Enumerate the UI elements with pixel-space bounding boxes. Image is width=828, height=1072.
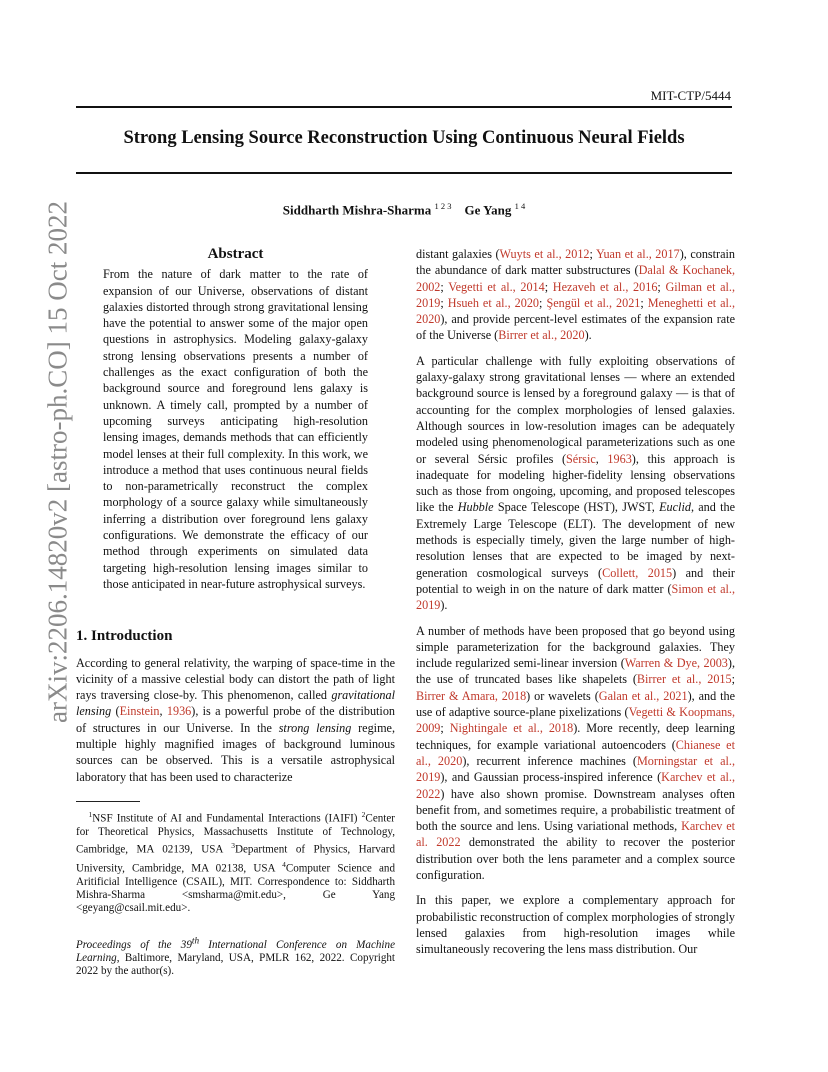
citation-link[interactable]: Birrer et al., 2020 (498, 328, 585, 343)
body-paragraph: A number of methods have been proposed that go beyond using simple parameterization for the background galaxies. They include regularized semi-linear inversion (Warren & Dye, 2003), the use of truncated bases like shapelets (Birrer et al., 2015; Birrer & Amara, 2018) or wavelets (Galan et al., 2021), and the use of adaptive source-plane pixelizations (Vegetti & Koopmans, 2009; Nightingale et al., 2018). More recently, deep learning techniques, for example variational autoencoders (Chianese et al., 2020), recurrent inference machines (Morningstar et al., 2019), and Gaussian process-inspired inference (Karchev et al., 2022) have also shown promise. Downstream analyses often benefit from, and sometimes require, a probabilistic treatment of both the source and lens. Using variational methods, Karchev et al. 2022 demonstrated the ability to recover the posterior distribution over both the lens parameter and a complex source configuration. (416, 623, 736, 882)
citation-link[interactable]: Yuan et al., 2017 (596, 247, 680, 261)
body-paragraph: A particular challenge with fully exploiting observations of galaxy-galaxy strong gravitational lenses — where an extended background source is lensed by a foreground galaxy — is that of accounting for the complex morphologies of lensed galaxies. Although sources in low-resolution images can be adequately modeled using phenomenological parameterizations such as one or several Sérsic profiles (Sérsic, 1963), this approach is inadequate for modeling higher-fidelity lensing observations such as those from ongoing, upcoming, and proposed telescopes like the Hubble Space Telescope (HST), JWST, Euclid, and the Extremely Large Telescope (ELT). The development of new methods is especially timely, given the large number of high-resolution lenses that are expected to be imaged by next-generation cosmological surveys (Collett, 2015) and their potential to weigh in on the nature of dark matter (Simon et al., 2019). (416, 353, 736, 613)
citation-link[interactable]: Hezaveh et al., 2016 (552, 279, 658, 294)
author-affiliation-marks: 1 4 (514, 201, 526, 211)
abstract-text: From the nature of dark matter to the rate of expansion of our Universe, observations of distant galaxies distorted through strong gravitational lensing have the potential to answer some of the major open questions in astrophysics. Modeling galaxy-galaxy strong lensing observations presents a number of challenges as the exact configuration of both the background source and foreground lens galaxy is unknown. A timely call, prompted by a number of upcoming surveys anticipating high-resolution lensing images, demands methods that can efficiently model lenses at their full complexity. In this work, we introduce a method that uses continuous neural fields to non-parametrically reconstruct the complex morphology of a source galaxy while simultaneously inferring a distribution over foreground lens galaxy configurations. We demonstrate the efficacy of our method through experiments on simulated data targeting high-resolution lensing images similar to those anticipated in near-future astrophysical surveys. (103, 267, 368, 591)
paper-title: Strong Lensing Source Reconstruction Using Continuous Neural Fields (123, 128, 685, 148)
citation-link[interactable]: Vegetti et al., 2014 (448, 279, 545, 294)
author-name: Siddharth Mishra-Sharma (282, 202, 432, 218)
arxiv-identifier-stamp: arXiv:2206.14820v2 [astro-ph.CO] 15 Oct 2022 (42, 201, 73, 723)
citation-link[interactable]: Chianese et al., 2020 (416, 737, 735, 768)
citation-link[interactable]: Birrer & Amara, 2018 (416, 688, 527, 703)
report-number: MIT-CTP/5444 (650, 88, 731, 103)
title-rule-top (76, 106, 732, 108)
title-rule-bottom (76, 172, 732, 174)
citation-link[interactable]: Galan et al., 2021 (598, 688, 688, 703)
citation-link[interactable]: Wuyts et al., 2012 (499, 247, 590, 261)
abstract-heading: Abstract (207, 246, 264, 262)
footnote-divider (76, 801, 140, 802)
citation-link[interactable]: Collett, 2015 (602, 565, 673, 580)
citation-link[interactable]: Simon et al., 2019 (416, 581, 735, 613)
right-column (416, 246, 735, 966)
introduction-paragraph: According to general relativity, the warping of space-time in the vicinity of a massive celestial body can distort the path of light rays traversing close-by. This phenomenon, called gravitational lensing (Einstein, 1936), is a powerful probe of the distribution of structures in our Universe. In the strong lensing regime, multiple highly magnified images of background luminous sources can be observed. This is a versatile astrophysical laboratory that has been used to characterize (76, 655, 396, 784)
citation-link[interactable]: Vegetti & Koopmans, 2009 (416, 705, 735, 736)
citation-link[interactable]: Meneghetti et al., 2020 (416, 295, 736, 327)
left-column (76, 246, 395, 979)
author-name: Ge Yang (464, 202, 512, 218)
citation-link[interactable]: Şengül et al., 2021 (546, 295, 641, 310)
citation-link[interactable]: Sérsic (566, 451, 596, 466)
body-paragraph: In this paper, we explore a complementary approach for probabilistic reconstruction of complex morphologies of strongly lensed galaxies from high-resolution images while simultaneously recovering the lens mass distribution. Our (416, 893, 735, 957)
affiliation-footnotes: $^1$NSF Institute of AI and Fundamental Interactions (IAIFI) $^2$Center for Theoretical Physics, Massachusetts Institute of Technology, Cambridge, MA 02139, USA $^3$Department of Physics, Harvard University, Cambridge, MA 02138, USA $^4$Computer Science and Aritificial Intelligence (CSAIL), MIT. Correspondence to: Siddharth Mishra-Sharma <smsharma@mit.edu>, Ge Yang <geyang@csail.mit.edu>. (76, 809, 395, 915)
citation-link[interactable]: Morningstar et al., 2019 (416, 753, 735, 785)
citation-link[interactable]: 1963 (607, 451, 632, 466)
citation-link[interactable]: Karchev et al. 2022 (416, 819, 736, 850)
citation-link[interactable]: Einstein (119, 704, 160, 719)
citation-link[interactable]: Hsueh et al., 2020 (447, 295, 540, 310)
citation-link[interactable]: 1936 (166, 704, 192, 719)
citation-link[interactable]: Birrer et al., 2015 (636, 672, 732, 687)
proceedings-note: Proceedings of the 39th International Conference on Machine Learning, Baltimore, Maryland, USA, PMLR 162, 2022. Copyright 2022 by the author(s). (76, 935, 395, 978)
author-list (76, 201, 732, 218)
introduction-heading: 1. Introduction (76, 628, 173, 645)
citation-link[interactable]: Karchev et al., 2022 (416, 770, 735, 801)
citation-link[interactable]: Nightingale et al., 2018 (449, 721, 574, 736)
author-affiliation-marks: 1 2 3 (434, 201, 452, 211)
body-paragraph: distant galaxies (Wuyts et al., 2012; Yuan et al., 2017), constrain the abundance of dark matter substructures (Dalal & Kochanek, 2002; Vegetti et al., 2014; Hezaveh et al., 2016; Gilman et al., 2019; Hsueh et al., 2020; Şengül et al., 2021; Meneghetti et al., 2020), and provide percent-level estimates of the expansion rate of the Universe (Birrer et al., 2020). (416, 247, 736, 343)
citation-link[interactable]: Dalal & Kochanek, 2002 (416, 263, 735, 294)
citation-link[interactable]: Gilman et al., 2019 (416, 279, 736, 310)
citation-link[interactable]: Warren & Dye, 2003 (624, 656, 728, 671)
